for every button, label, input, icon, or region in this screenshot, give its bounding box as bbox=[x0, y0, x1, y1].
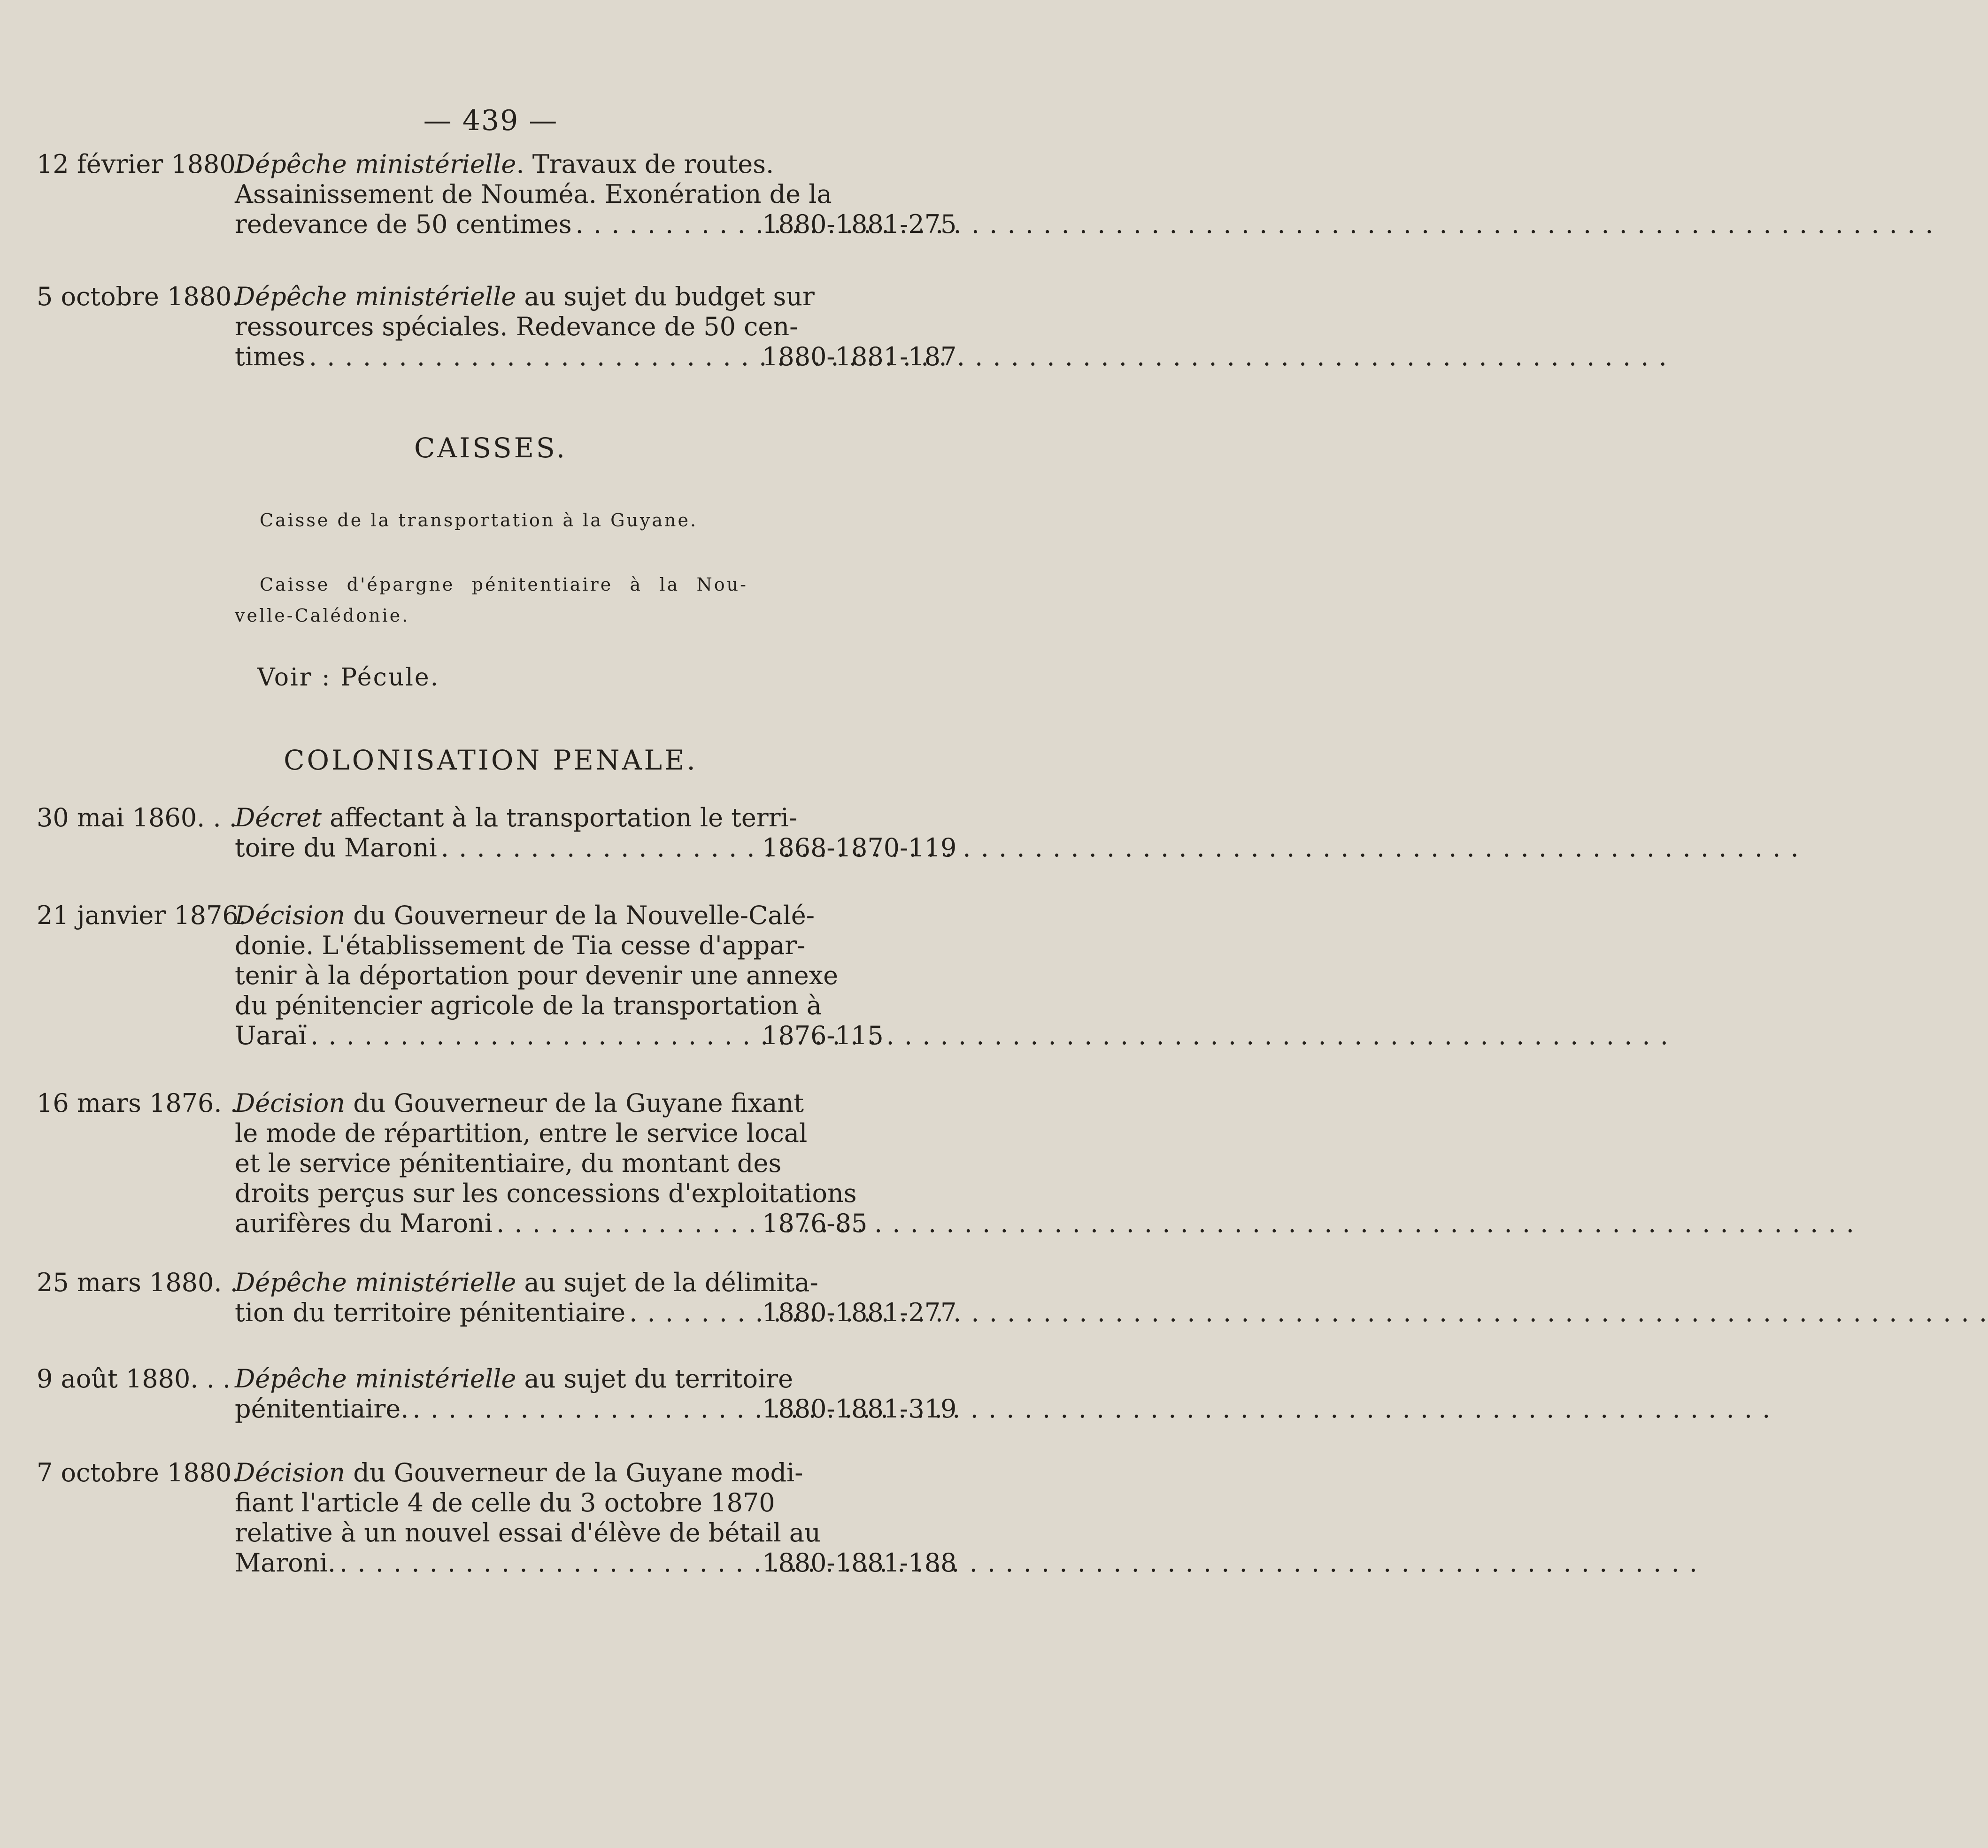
entry-date: 12 février 1880. bbox=[37, 149, 244, 179]
entry-reference: 1876-115 bbox=[762, 1021, 884, 1050]
entry-date: 25 mars 1880. . bbox=[37, 1268, 238, 1297]
entry-text bbox=[235, 1268, 818, 1328]
subheading-caisse-transportation bbox=[260, 505, 748, 536]
subheading-caisse-epargne bbox=[235, 569, 748, 631]
document-type: Dépêche ministérielle bbox=[235, 282, 516, 311]
entry-line: Décision du Gouverneur de la Nouvelle-Calé- bbox=[235, 901, 815, 930]
entry-date: 7 octobre 1880. bbox=[37, 1458, 240, 1487]
entry-text bbox=[235, 149, 832, 239]
entry-reference: 1880-1881-277 bbox=[762, 1298, 957, 1327]
entry-reference: 1880-1881-188 bbox=[762, 1548, 957, 1578]
entry-date: 16 mars 1876. . bbox=[37, 1088, 238, 1118]
entry-line-final bbox=[235, 1209, 749, 1239]
entry-line-text: times bbox=[235, 342, 305, 371]
entry-date: 30 mai 1860. . . bbox=[37, 803, 237, 832]
entry-line: donie. L'établissement de Tia cesse d'appar- bbox=[235, 931, 806, 960]
entry-line: du pénitencier agricole de la transportation à bbox=[235, 991, 822, 1020]
entry-reference: 1868-1870-119 bbox=[762, 833, 957, 862]
entry-line: Dépêche ministérielle au sujet de la délimita- bbox=[235, 1268, 818, 1297]
entry-reference: 1876-85 bbox=[762, 1209, 868, 1238]
entry-line-text: aurifères du Maroni bbox=[235, 1209, 493, 1238]
document-type: Dépêche ministérielle bbox=[235, 1268, 516, 1297]
entry-line-text: pénitentiaire. bbox=[235, 1394, 409, 1424]
entry-line-final bbox=[235, 833, 749, 863]
section-title-caisses: CAISSES. bbox=[414, 432, 568, 464]
entry-line: Dépêche ministérielle au sujet du budget sur bbox=[235, 282, 815, 311]
entry-date: 5 octobre 1880. bbox=[37, 282, 240, 311]
entry-line-final bbox=[235, 1021, 749, 1051]
entry-text bbox=[235, 803, 798, 863]
entry-text bbox=[235, 282, 815, 372]
entry-line-text: Maroni. bbox=[235, 1548, 336, 1578]
entry-date: 9 août 1880. . . bbox=[37, 1364, 231, 1394]
subheading-line: velle-Calédonie. bbox=[235, 605, 410, 626]
dot-leader bbox=[310, 1021, 1669, 1051]
entry-line-text: Uaraï bbox=[235, 1021, 307, 1050]
entry-line: et le service pénitentiaire, du montant des bbox=[235, 1148, 782, 1178]
entry-line: Dépêche ministérielle au sujet du territoire bbox=[235, 1364, 794, 1394]
dot-leader bbox=[441, 833, 1800, 863]
entry-line: ressources spéciales. Redevance de 50 cen- bbox=[235, 312, 798, 341]
entry-line-text: redevance de 50 centimes bbox=[235, 209, 572, 239]
entry-reference: 1880-1881-275 bbox=[762, 209, 957, 239]
entry-line-final bbox=[235, 1548, 749, 1578]
subheading-line: Caisse d'épargne pénitentiaire à la Nou- bbox=[260, 574, 748, 595]
entry-reference: 1880-1881-187 bbox=[762, 342, 957, 371]
dot-leader bbox=[309, 342, 1668, 372]
section-title-colonisation: COLONISATION PENALE. bbox=[284, 744, 698, 776]
entry-reference: 1880-1881-319 bbox=[762, 1394, 957, 1424]
document-type: Décision bbox=[235, 901, 346, 930]
entry-line: le mode de répartition, entre le service local bbox=[235, 1118, 808, 1148]
document-type: Décision bbox=[235, 1088, 346, 1118]
entry-line: tenir à la déportation pour devenir une annexe bbox=[235, 961, 839, 990]
entry-line: Assainissement de Nouméa. Exonération de la bbox=[235, 179, 832, 209]
entry-line-final bbox=[235, 1298, 749, 1328]
see-also-text: Voir : Pécule. bbox=[257, 663, 440, 692]
subheading-line: Caisse de la transportation à la Guyane. bbox=[260, 510, 698, 531]
entry-date: 21 janvier 1876. bbox=[37, 901, 247, 930]
entry-line-text: tion du territoire pénitentiaire bbox=[235, 1298, 626, 1327]
entry-line: relative à un nouvel essai d'élève de bétail au bbox=[235, 1518, 821, 1548]
entry-line-final bbox=[235, 209, 749, 239]
entry-line-final bbox=[235, 1394, 749, 1424]
entry-line: Dépêche ministérielle. Travaux de routes. bbox=[235, 149, 774, 179]
entry-text bbox=[235, 1364, 794, 1424]
document-type: Décision bbox=[235, 1458, 346, 1487]
dot-leader bbox=[496, 1209, 1855, 1239]
entry-text bbox=[235, 1458, 821, 1578]
dot-leader bbox=[339, 1548, 1698, 1578]
entry-line: droits perçus sur les concessions d'exploitations bbox=[235, 1178, 857, 1208]
document-type: Décret bbox=[235, 803, 322, 832]
entry-line: Décision du Gouverneur de la Guyane modi- bbox=[235, 1458, 803, 1487]
entry-line: Décret affectant à la transportation le terri- bbox=[235, 803, 798, 832]
document-type: Dépêche ministérielle bbox=[235, 149, 516, 179]
see-also-note bbox=[257, 662, 746, 693]
entry-line-text: toire du Maroni bbox=[235, 833, 437, 862]
entry-line-final bbox=[235, 342, 749, 372]
entry-line: Décision du Gouverneur de la Guyane fixant bbox=[235, 1088, 804, 1118]
page-number: — 439 — bbox=[423, 104, 558, 137]
document-type: Dépêche ministérielle bbox=[235, 1364, 516, 1394]
entry-line: fiant l'article 4 de celle du 3 octobre 1870 bbox=[235, 1488, 775, 1517]
dot-leader bbox=[412, 1394, 1771, 1424]
